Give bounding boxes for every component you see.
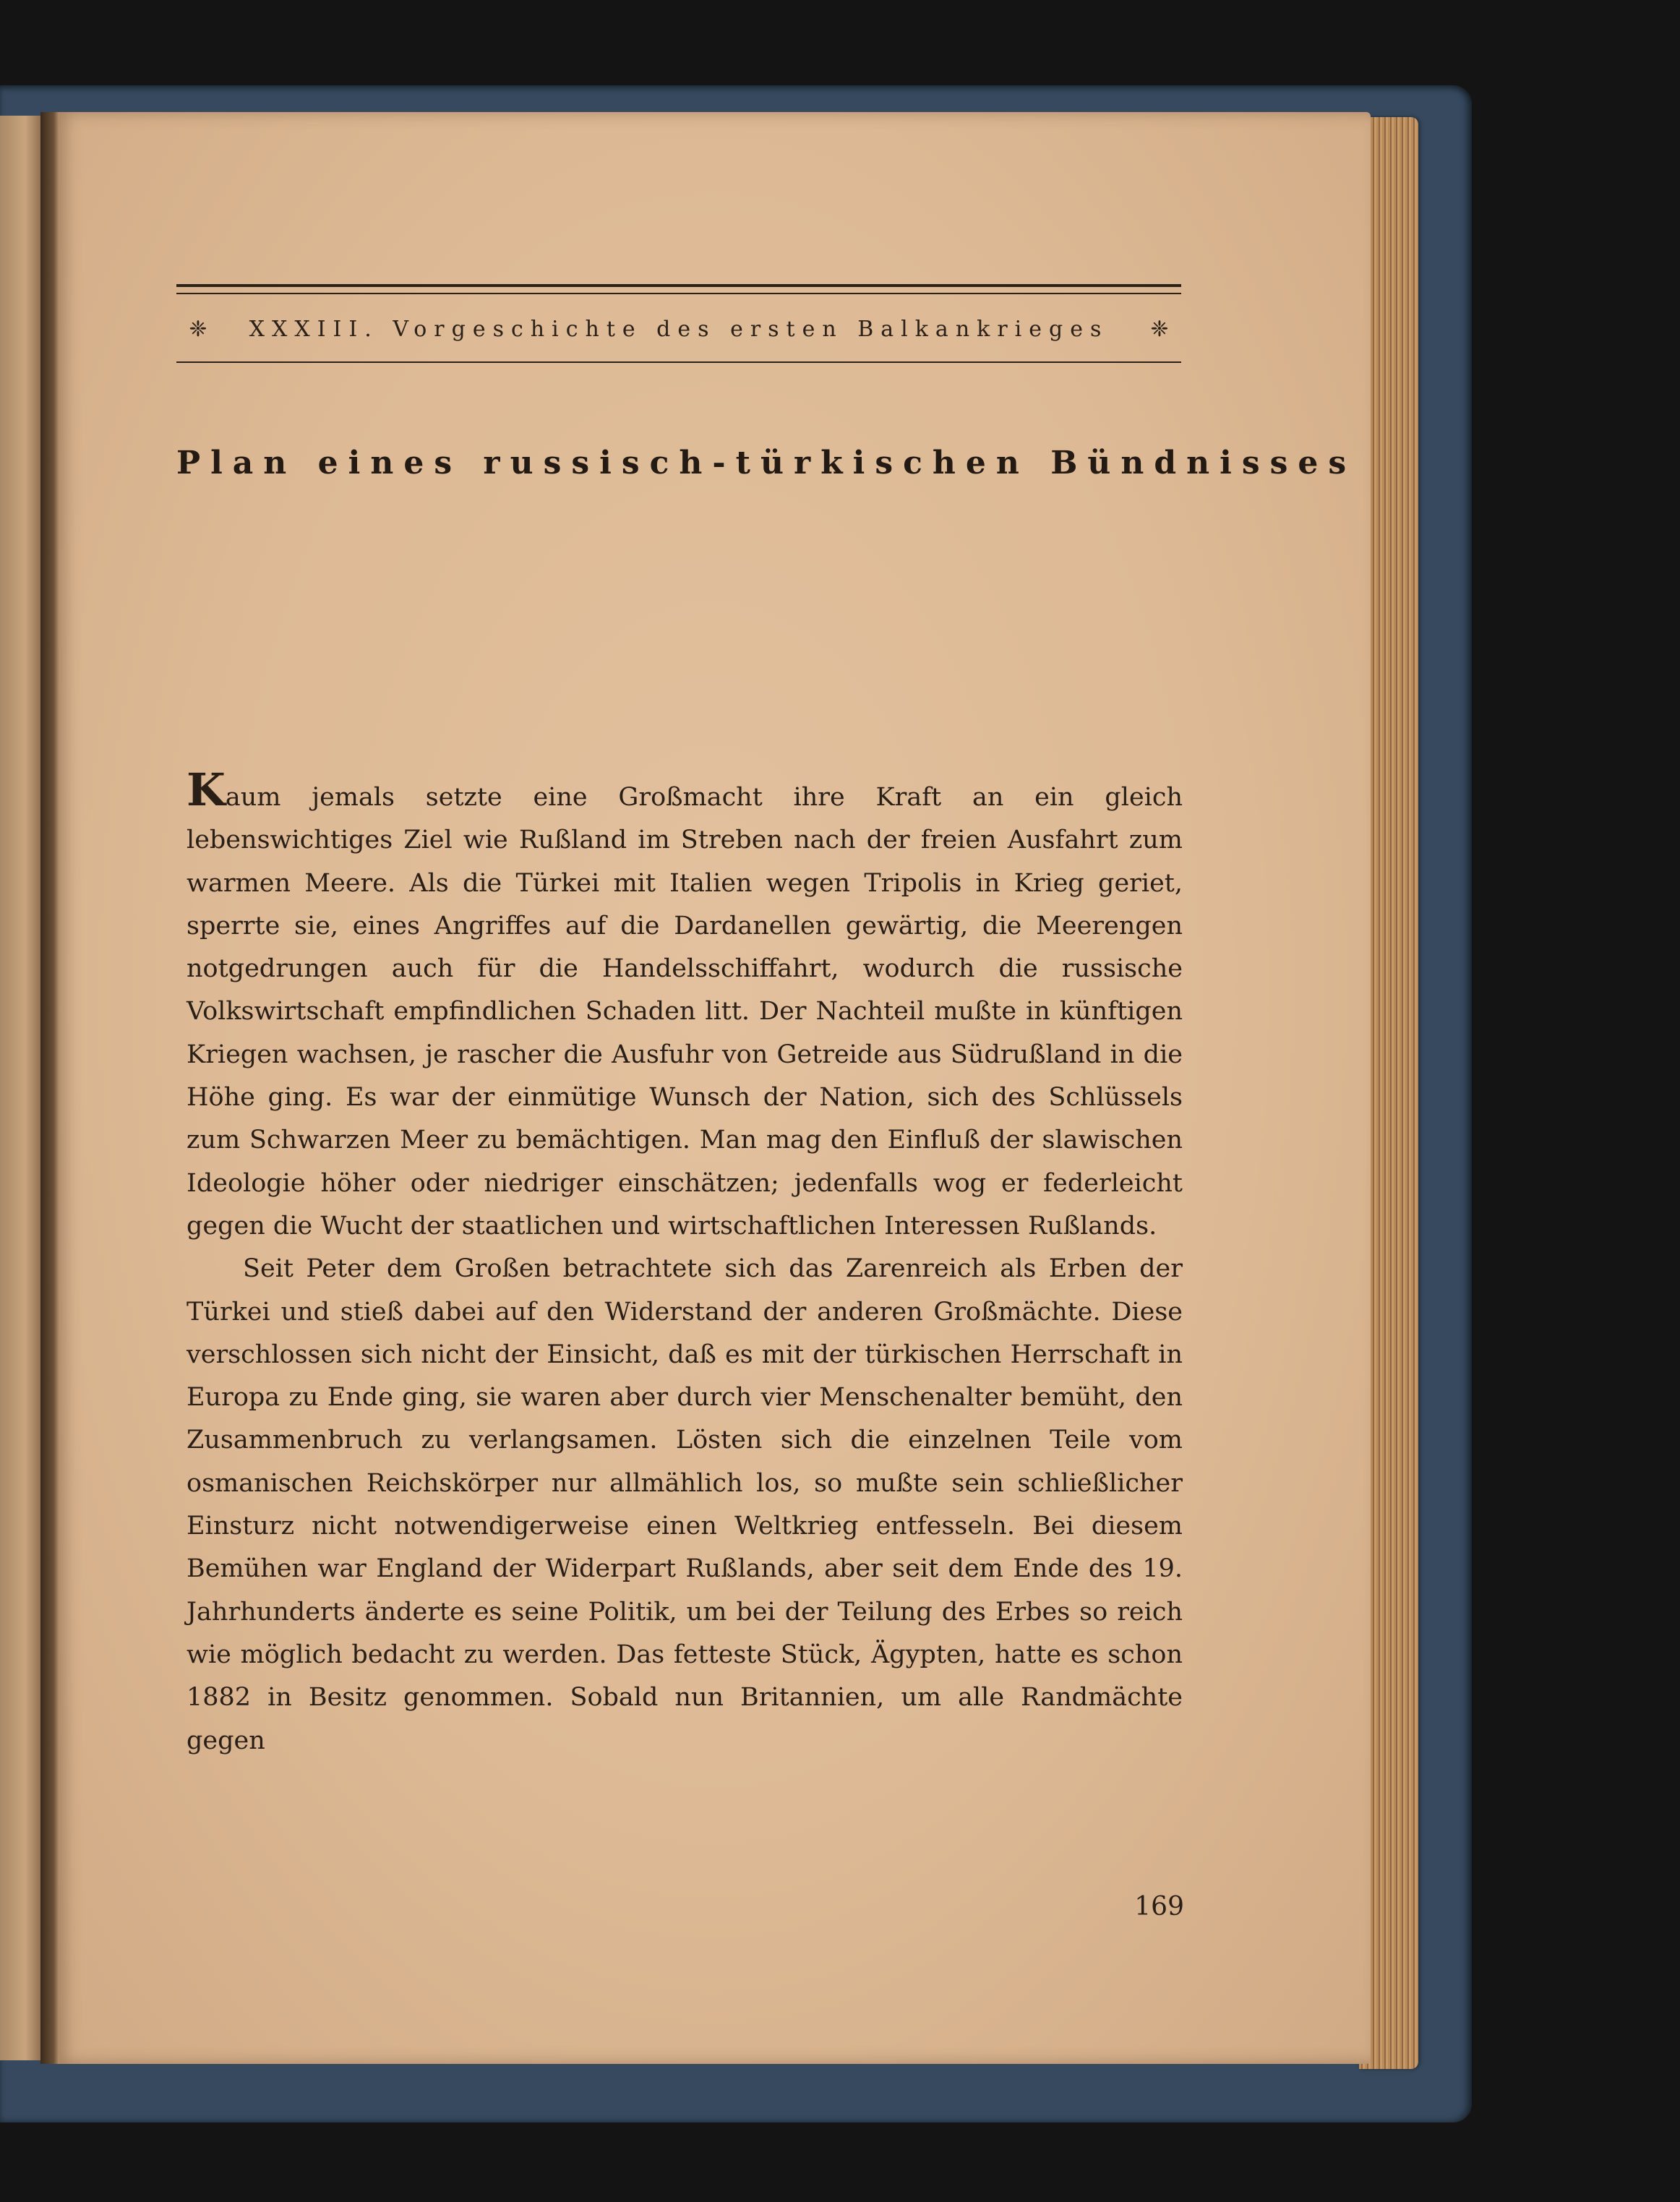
facing-page-edge	[0, 116, 42, 2060]
running-head-title: XXXIII. Vorgeschichte des ersten Balkankrieges	[249, 316, 1109, 342]
header-rule-bottom	[176, 361, 1181, 363]
paragraph-text: aum jemals setzte eine Großmacht ihre Kraft an ein gleich lebenswichtiges Ziel wie Rußland im Streben nach der freien Ausfahrt zum warmen Meere. Als die Türkei mit Italien wegen Tripolis in Krieg geriet, sperrte sie, eines Angriffes auf die Dardanellen gewärtig, die Meerengen notgedrungen auch für die Handelsschiffahrt, wodurch die russische Volkswirtschaft empfindlichen Schaden litt. Der Nachteil mußte in künftigen Kriegen wachsen, je rascher die Ausfuhr von Getreide aus Südrußland in die Höhe ging. Es war der einmütige Wunsch der Nation, sich des Schlüssels zum Schwarzen Meer zu bemächtigen. Man mag den Einfluß der slawischen Ideologie höher oder niedriger einschätzen; jedenfalls wog er federleicht gegen die Wucht der staatlichen und wirtschaftlichen Interessen Rußlands.	[187, 783, 1183, 1241]
ornament-right-icon: ❈	[1150, 316, 1169, 342]
header-rule-thick	[176, 284, 1181, 287]
drop-cap: K	[187, 763, 226, 816]
paragraph: Seit Peter dem Großen betrachtete sich das Zarenreich als Erben der Türkei und stieß dabei auf den Widerstand der anderen Großmächte. Diese verschlossen sich nicht der Einsicht, daß es mit der türkischen Herrschaft in Europa zu Ende ging, sie waren aber durch vier Menschenalter bemüht, den Zusammenbruch zu verlangsamen. Lösten sich die einzelnen Teile vom osmanischen Reichskörper nur allmählich los, so mußte sein schließlicher Einsturz nicht notwendigerweise einen Weltkrieg entfesseln. Bei diesem Bemühen war England der Widerpart Rußlands, aber seit dem Ende des 19. Jahrhunderts änderte es seine Politik, um bei der Teilung des Erbes so reich wie möglich bedacht zu werden. Das fetteste Stück, Ägypten, hatte es schon 1882 in Besitz genommen. Sobald nun Britannien, um alle Randmächte gegen	[187, 1254, 1183, 1755]
book-page	[55, 112, 1371, 2064]
page-number: 169	[1134, 1892, 1184, 1922]
running-header	[176, 307, 1181, 351]
ornament-left-icon: ❈	[189, 316, 207, 342]
chapter-title: Plan eines russisch-türkischen Bündnisses	[176, 445, 1357, 481]
paragraph	[187, 763, 1183, 1248]
header-rule-thin	[176, 293, 1181, 294]
page-content	[55, 112, 1371, 2064]
book-gutter	[40, 112, 59, 2064]
body-text	[187, 763, 1183, 1762]
